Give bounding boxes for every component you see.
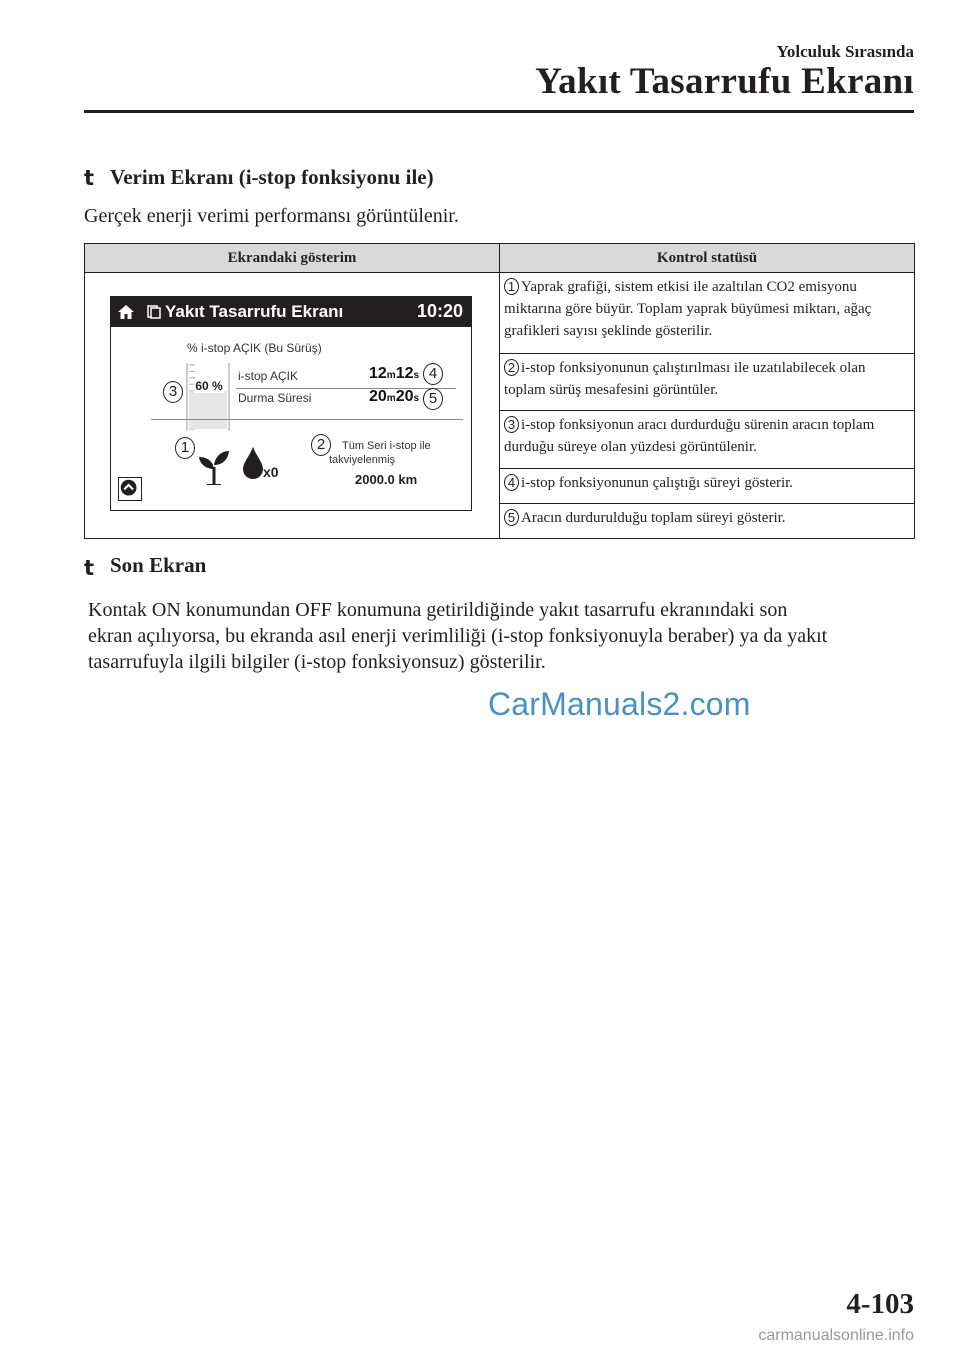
intro-text: Gerçek enerji verimi performansı görüntülenir.	[84, 205, 459, 227]
stop-time-label: Durma Süresi	[238, 391, 312, 405]
clock: 10:20	[416, 301, 463, 321]
scroll-up-button[interactable]	[118, 477, 142, 501]
screen-title-bar	[111, 297, 471, 327]
page-title: Yakıt Tasarrufu Ekranı	[535, 61, 914, 102]
footer-url: carmanualsonline.info	[758, 1327, 914, 1344]
istop-percent-label: % i-stop AÇIK (Bu Sürüş)	[187, 341, 322, 355]
callout-1: 1	[175, 437, 195, 459]
table-row: 1 Yaprak grafiği, sistem etkisi ile azaltılan CO2 emisyonu miktarına göre büyür. Toplam yaprak büyümesi miktarı, ağaç grafikleri sayısı şeklinde gösterilir.	[500, 273, 915, 354]
callout-2: 2	[311, 434, 331, 456]
leaf-icon	[197, 449, 231, 485]
total-distance-label: Tüm Seri i-stop ile	[342, 440, 431, 452]
water-drop-icon	[243, 447, 263, 479]
screen-title: Yakıt Tasarrufu Ekranı	[165, 302, 344, 321]
gauge-fill	[189, 391, 227, 429]
section-label: Yolculuk Sırasında	[776, 42, 914, 61]
bullet-marker: t	[84, 556, 95, 580]
section-heading: Verim Ekranı (i-stop fonksiyonu ile)	[110, 165, 434, 189]
chevron-up-icon	[119, 478, 140, 499]
callout-number: 2	[504, 359, 519, 376]
istop-percent-gauge	[185, 363, 231, 431]
table-row: 4 i-stop fonksiyonunun çalıştığı süreyi gösterir.	[500, 469, 915, 504]
callout-number: 3	[504, 416, 519, 433]
page-icon	[147, 305, 161, 319]
callout-3: 3	[163, 381, 183, 403]
col-header-status: Kontrol statüsü	[500, 244, 915, 273]
total-distance-value: 2000.0 km	[355, 472, 418, 487]
section-heading: Son Ekran	[110, 553, 207, 577]
table-row: 5 Aracın durdurulduğu toplam süreyi gösterir.	[500, 504, 915, 539]
table-row: 2 i-stop fonksiyonunun çalıştırılması ile uzatılabilecek olan toplam sürüş mesafesini görüntüler.	[500, 354, 915, 411]
bullet-marker: t	[84, 166, 95, 190]
istop-on-label: i-stop AÇIK	[238, 369, 299, 383]
page-number: 4-103	[846, 1288, 914, 1320]
istop-percent-value: 60 %	[195, 379, 223, 393]
tree-count: x0	[263, 464, 279, 480]
section-divider	[151, 419, 463, 420]
callout-number: 1	[504, 278, 519, 295]
table-row: 3 i-stop fonksiyonun aracı durdurduğu sürenin aracın toplam durduğu süreye olan yüzdesi görüntülenir.	[500, 411, 915, 469]
body-paragraph: Kontak ON konumundan OFF konumuna getirildiğinde yakıt tasarrufu ekranındaki son ekran açılıyorsa, bu ekranda asıl enerji verimliliği (i-stop fonksiyonuyla beraber) ya da yakıt tasarrufuyla ilgili bilgiler (i-stop fonksiyonsuz) gösterilir.	[88, 599, 828, 673]
col-header-display: Ekrandaki gösterim	[85, 244, 500, 273]
divider	[236, 388, 456, 389]
stop-time-value: 20m20s	[369, 388, 420, 405]
callout-number: 5	[504, 509, 519, 526]
callout-number: 4	[504, 474, 519, 491]
header-divider	[84, 110, 914, 113]
home-icon	[117, 303, 135, 321]
callout-5: 5	[423, 388, 443, 410]
fuel-economy-screen	[110, 296, 472, 511]
watermark: CarManuals2.com	[488, 686, 751, 722]
callout-4: 4	[423, 363, 443, 385]
istop-on-time: 12m12s	[369, 365, 420, 382]
total-distance-label-2: takviyelenmiş	[329, 454, 396, 466]
